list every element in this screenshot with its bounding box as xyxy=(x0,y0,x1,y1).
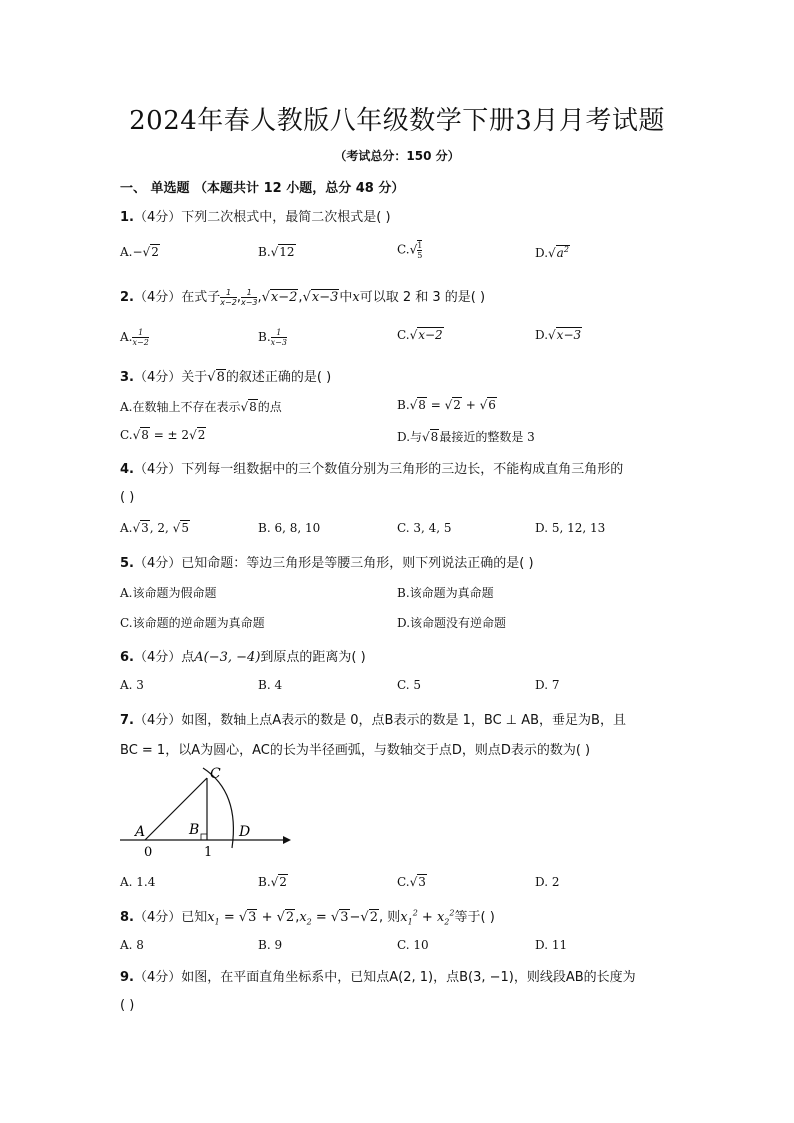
q2-option-c: C.√x−2 xyxy=(397,328,443,342)
question-7-cont: BC = 1，以A为圆心，AC的长为半径画弧，与数轴交于点D，则点D表示的数为( ) xyxy=(120,743,591,758)
question-2: 2.（4分）在式子 $\frac{1}{x-2}$ , $\frac{1}{x-3}$ ,√x−2,√x−3中x可以取 2 和 3 的是( ) xyxy=(120,288,486,307)
page-title: 2024年春人教版八年级数学下册3月月考试题 xyxy=(129,106,665,136)
q5-option-c: C.该命题的逆命题为真命题 xyxy=(120,616,265,630)
q5-option-b: B.该命题为真命题 xyxy=(397,586,494,600)
q8-option-c: C. 10 xyxy=(397,938,429,952)
q7-option-a: A. 1.4 xyxy=(120,875,156,889)
question-8: 8.（4分）已知$x_1 = √3 + √2,x_2 = √3-√2$, 则$x_1^2 + x_2^2$等于( ) xyxy=(120,908,495,927)
q6-option-d: D. 7 xyxy=(535,678,560,692)
q3-option-a: A.在数轴上不存在表示√8的点 xyxy=(120,400,282,414)
q8-option-d: D. 11 xyxy=(535,938,568,952)
question-6: 6.（4分）点A(−3, −4)到原点的距离为( ) xyxy=(120,650,366,665)
label-d: D xyxy=(239,824,251,840)
question-4: 4.（4分）下列每一组数据中的三个数值分别为三角形的三边长，不能构成直角三角形的 xyxy=(120,462,624,477)
q3-option-c: C.√8 = ± 2√2 xyxy=(120,428,206,442)
q8-option-b: B. 9 xyxy=(258,938,283,952)
q4-option-c: C. 3, 4, 5 xyxy=(397,521,452,535)
q7-option-c: C.√3 xyxy=(397,875,426,889)
q6-option-a: A. 3 xyxy=(120,678,144,692)
tick-1: 1 xyxy=(204,845,213,860)
q4-option-a: A.√3, 2, √5 xyxy=(120,521,189,535)
question-4-cont: ( ) xyxy=(120,490,135,505)
number-line-figure xyxy=(115,762,295,862)
question-1: 1.（4分）下列二次根式中，最简二次根式是( ) xyxy=(120,210,391,225)
q8-option-a: A. 8 xyxy=(120,938,144,952)
q1-option-c: C.√ $\frac{1}{5}$ xyxy=(397,241,423,260)
q2-option-b: B. $\frac{1}{x-3}$ xyxy=(258,328,287,347)
q3-option-b: B.√8 = √2 + √6 xyxy=(397,398,496,412)
q5-option-d: D.该命题没有逆命题 xyxy=(397,616,507,630)
q6-option-c: C. 5 xyxy=(397,678,422,692)
section-heading: 一、 单选题 （本题共计 12 小题，总分 48 分） xyxy=(120,181,405,196)
question-7: 7.（4分）如图，数轴上点A表示的数是 0，点B表示的数是 1，BC ⊥ AB，垂足为B，且 xyxy=(120,713,626,728)
label-b: B xyxy=(189,822,200,838)
q5-option-a: A.该命题为假命题 xyxy=(120,586,217,600)
label-a: A xyxy=(135,824,146,840)
q2-option-a: A. $\frac{1}{x-2}$ xyxy=(120,328,149,347)
q7-option-d: D. 2 xyxy=(535,875,560,889)
q4-option-b: B. 6, 8, 10 xyxy=(258,521,321,535)
q2-option-d: D.√x−3 xyxy=(535,328,582,342)
q1-option-b: B.√12 xyxy=(258,245,295,259)
label-c: C xyxy=(210,766,221,782)
question-5: 5.（4分）已知命题：等边三角形是等腰三角形，则下列说法正确的是( ) xyxy=(120,556,534,571)
question-9: 9.（4分）如图，在平面直角坐标系中，已知点A(2, 1)，点B(3, −1)，则线段AB的长度为 xyxy=(120,970,636,985)
q3-option-d: D.与√8最接近的整数是 3 xyxy=(397,430,535,444)
q4-option-d: D. 5, 12, 13 xyxy=(535,521,606,535)
q6-option-b: B. 4 xyxy=(258,678,283,692)
q1-option-a: A.−√2 xyxy=(120,245,159,259)
q1-option-d: $D.√a^2$ xyxy=(535,245,569,260)
question-3: 3.（4分）关于√8的叙述正确的是( ) xyxy=(120,370,332,385)
q7-option-b: B.√2 xyxy=(258,875,287,889)
exam-total-score: （考试总分：150 分） xyxy=(334,149,460,163)
tick-0: 0 xyxy=(144,845,153,860)
question-9-cont: ( ) xyxy=(120,998,135,1013)
